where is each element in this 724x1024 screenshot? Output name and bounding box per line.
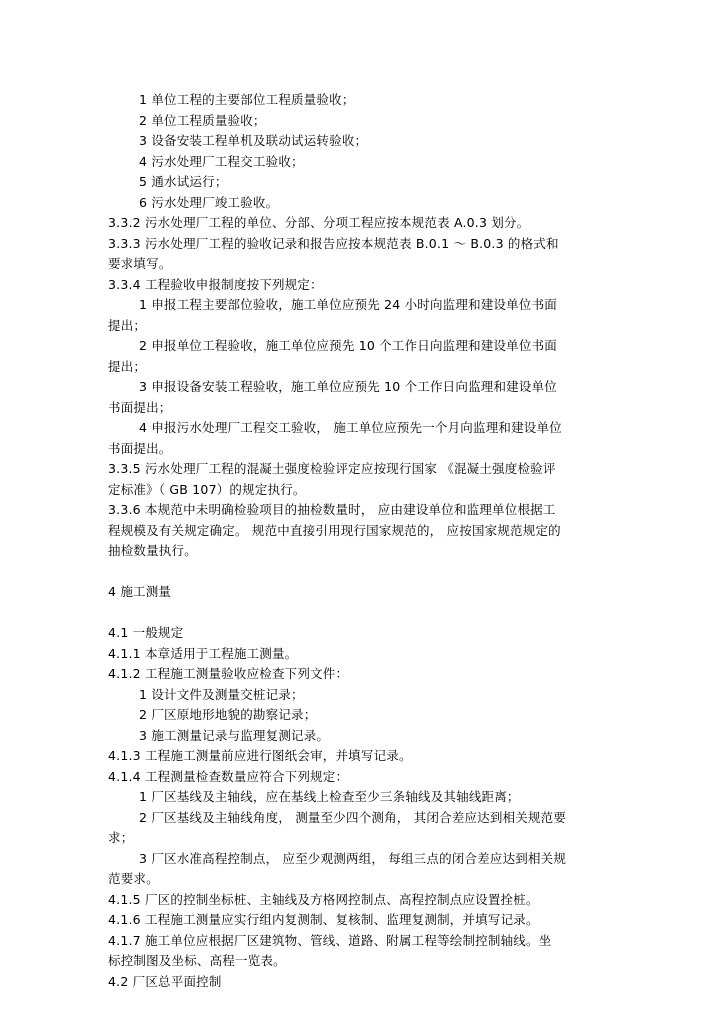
list-item: 2 申报单位工程验收，施工单位应预先 10 个工作日向监理和建设单位书面 [139, 338, 557, 353]
list-item: 1 申报工程主要部位验收，施工单位应预先 24 小时向监理和建设单位书面 [139, 297, 557, 312]
clause-3-3-3: 3.3.3 污水处理厂工程的验收记录和报告应按本规范表 B.0.1 ～ B.0.3 的格式和 [108, 236, 559, 251]
list-item-cont: 范要求。 [108, 871, 159, 886]
clause-3-3-5-cont: 定标准》（ GB 107）的规定执行。 [108, 482, 306, 497]
list-item: 1 厂区基线及主轴线，应在基线上检查至少三条轴线及其轴线距离； [139, 789, 520, 804]
list-item-cont: 提出； [108, 318, 147, 333]
list-item: 1 单位工程的主要部位工程质量验收； [139, 92, 355, 107]
clause-4-1-1: 4.1.1 本章适用于工程施工测量。 [108, 646, 298, 661]
list-item-cont: 书面提出； [108, 400, 172, 415]
list-item: 2 厂区原地形地貌的勘察记录； [139, 707, 317, 722]
section-heading: 4.1 一般规定 [108, 625, 184, 640]
clause-3-3-5: 3.3.5 污水处理厂工程的混凝土强度检验评定应按现行国家 《混凝土强度检验评 [108, 461, 556, 476]
clause-4-1-5: 4.1.5 厂区的控制坐标桩、主轴线及方格网控制点、高程控制点应设置拴桩。 [108, 892, 539, 907]
list-item: 4 申报污水处理厂工程交工验收， 施工单位应预先一个月向监理和建设单位 [139, 420, 562, 435]
list-item: 1 设计文件及测量交桩记录； [139, 687, 304, 702]
clause-3-3-6-cont: 抽检数量执行。 [108, 543, 197, 558]
clause-4-1-4: 4.1.4 工程测量检查数量应符合下列规定： [108, 769, 349, 784]
clause-3-3-6: 3.3.6 本规范中未明确检验项目的抽检数量时， 应由建设单位和监理单位根据工 [108, 502, 556, 517]
clause-3-3-6-cont: 程规模及有关规定确定。 规范中直接引用现行国家规范的， 应按国家规范规定的 [108, 523, 561, 538]
list-item: 3 厂区水准高程控制点， 应至少观测两组， 每组三点的闭合差应达到相关规 [139, 851, 567, 866]
clause-4-1-3: 4.1.3 工程施工测量前应进行图纸会审，并填写记录。 [108, 748, 412, 763]
list-item: 3 施工测量记录与监理复测记录。 [139, 728, 330, 743]
list-item: 4 污水处理厂工程交工验收； [139, 154, 304, 169]
list-item: 5 通水试运行； [139, 174, 228, 189]
list-item: 2 厂区基线及主轴线角度， 测量至少四个测角， 其闭合差应达到相关规范要 [139, 810, 567, 825]
clause-4-1-2: 4.1.2 工程施工测量验收应检查下列文件： [108, 666, 349, 681]
chapter-heading: 4 施工测量 [108, 584, 172, 599]
clause-3-3-4: 3.3.4 工程验收申报制度按下列规定： [108, 277, 323, 292]
clause-4-1-7-cont: 标控制图及坐标、高程一览表。 [108, 953, 286, 968]
list-item: 3 申报设备安装工程验收，施工单位应预先 10 个工作日向监理和建设单位 [139, 379, 557, 394]
list-item: 3 设备安装工程单机及联动试运转验收； [139, 133, 368, 148]
clause-3-3-3-cont: 要求填写。 [108, 256, 172, 271]
list-item-cont: 提出； [108, 359, 147, 374]
list-item-cont: 书面提出。 [108, 441, 172, 456]
clause-3-3-2: 3.3.2 污水处理厂工程的单位、分部、分项工程应按本规范表 A.0.3 划分。 [108, 215, 530, 230]
list-item: 2 单位工程质量验收； [139, 113, 266, 128]
clause-4-1-7: 4.1.7 施工单位应根据厂区建筑物、管线、道路、附属工程等绘制控制轴线。坐 [108, 933, 552, 948]
section-heading: 4.2 厂区总平面控制 [108, 974, 222, 989]
list-item-cont: 求； [108, 830, 134, 845]
clause-4-1-6: 4.1.6 工程施工测量应实行组内复测制、复核制、监理复测制，并填写记录。 [108, 912, 539, 927]
list-item: 6 污水处理厂竣工验收。 [139, 195, 279, 210]
